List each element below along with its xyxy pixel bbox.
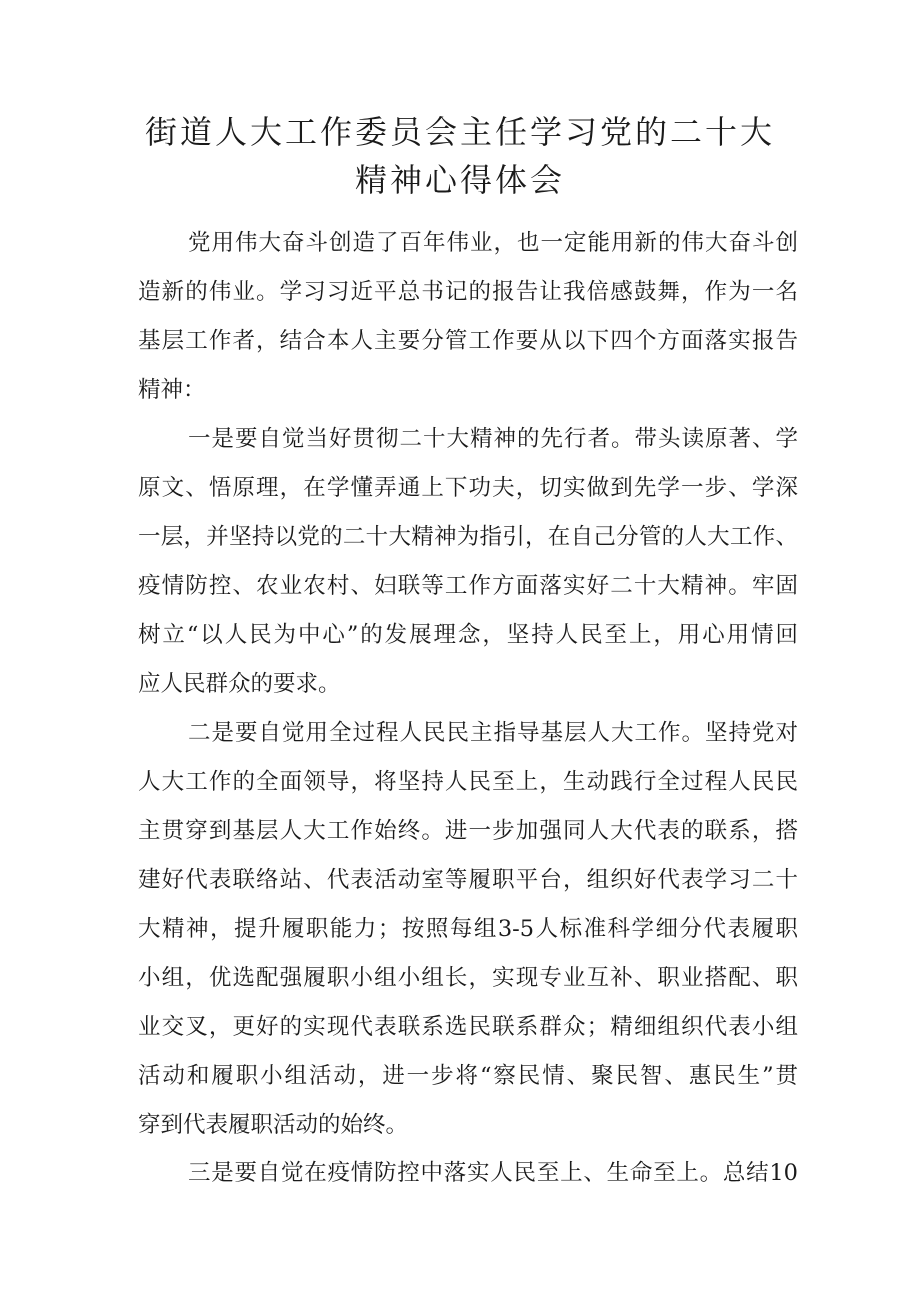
paragraph-3-line-3: 主贯穿到基层人大工作始终。进一步加强同人大代表的联系，搭 [138, 818, 798, 844]
paragraph-1-line-2: 造新的伟业。学习习近平总书记的报告让我倍感鼓舞，作为一名 [138, 279, 798, 305]
paragraph-3-line-1: 二是要自觉用全过程人民民主指导基层人大工作。坚持党对 [188, 720, 798, 746]
paragraph-4-line-1: 三是要自觉在疫情防控中落实人民至上、生命至上。总结10 [188, 1160, 798, 1186]
paragraph-2-line-4: 疫情防控、农业农村、妇联等工作方面落实好二十大精神。牢固 [138, 573, 798, 599]
paragraph-2-line-3: 一层，并坚持以党的二十大精神为指引，在自己分管的人大工作、 [138, 524, 798, 550]
paragraph-3-line-4: 建好代表联络站、代表活动室等履职平台，组织好代表学习二十 [138, 867, 798, 893]
paragraph-3-line-5: 大精神，提升履职能力；按照每组3-5人标准科学细分代表履职 [138, 916, 798, 942]
paragraph-1-line-4: 精神： [138, 377, 206, 403]
paragraph-2-line-6: 应人民群众的要求。 [138, 671, 341, 697]
paragraph-1-line-1: 党用伟大奋斗创造了百年伟业，也一定能用新的伟大奋斗创 [188, 230, 798, 256]
paragraph-2-line-5: 树立“以人民为中心”的发展理念，坚持人民至上，用心用情回 [138, 622, 798, 648]
document-title-line-2: 精神心得体会 [354, 161, 565, 199]
paragraph-3-line-7: 业交叉，更好的实现代表联系选民联系群众；精细组织代表小组 [138, 1014, 798, 1040]
paragraph-3-line-8: 活动和履职小组活动，进一步将“察民情、聚民智、惠民生”贯 [138, 1063, 798, 1089]
paragraph-1-line-3: 基层工作者，结合本人主要分管工作要从以下四个方面落实报告 [138, 328, 798, 354]
paragraph-3-line-6: 小组，优选配强履职小组小组长，实现专业互补、职业搭配、职 [138, 965, 798, 991]
paragraph-3-line-9: 穿到代表履职活动的始终。 [138, 1112, 409, 1138]
document-title-line-1: 街道人大工作委员会主任学习党的二十大 [144, 113, 775, 151]
paragraph-2-line-2: 原文、悟原理，在学懂弄通上下功夫，切实做到先学一步、学深 [138, 475, 798, 501]
paragraph-2-line-1: 一是要自觉当好贯彻二十大精神的先行者。带头读原著、学 [188, 426, 798, 452]
paragraph-3-line-2: 人大工作的全面领导，将坚持人民至上，生动践行全过程人民民 [138, 769, 798, 795]
